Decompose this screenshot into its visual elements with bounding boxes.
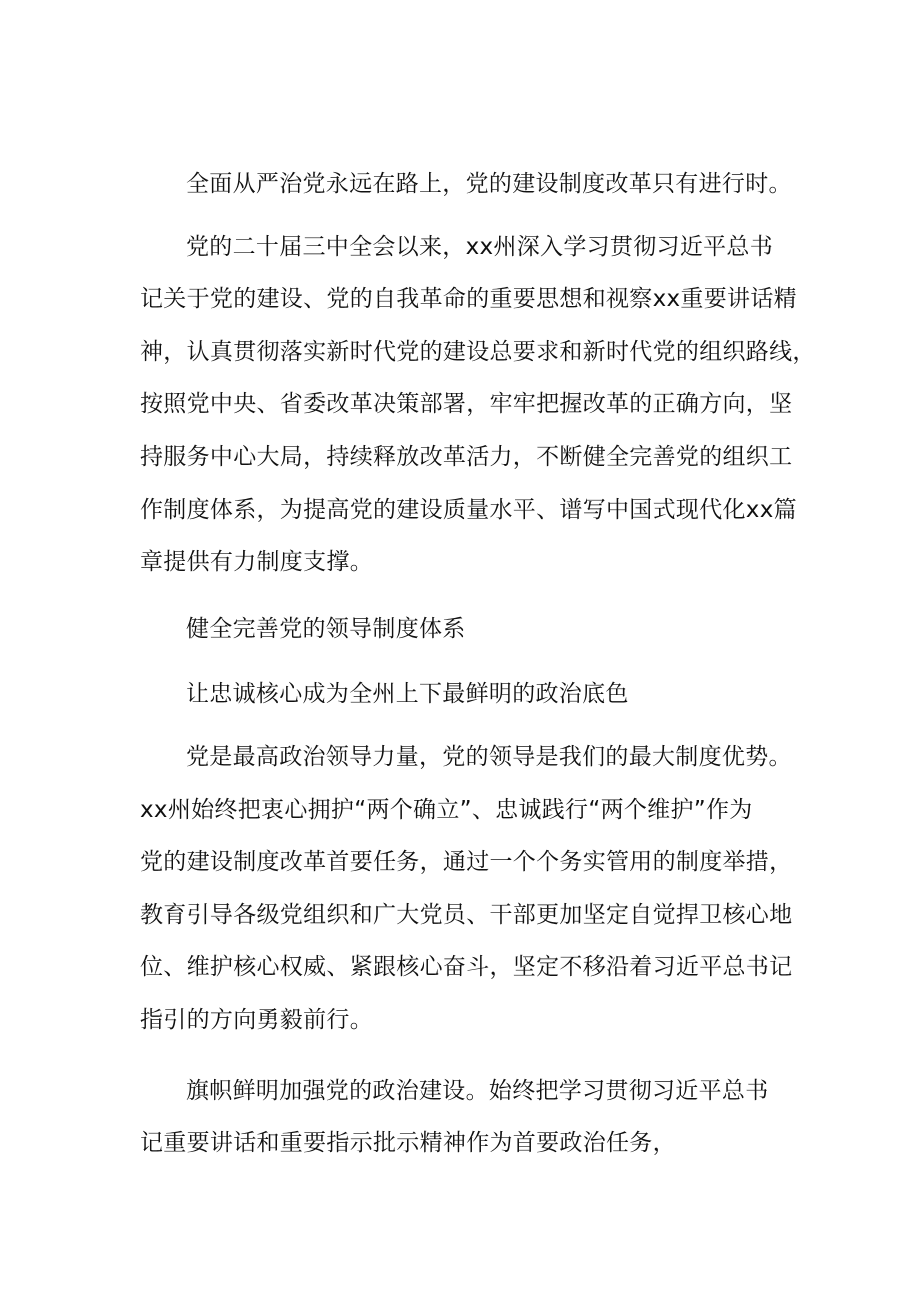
- text-line: 神，认真贯彻落实新时代党的建设总要求和新时代党的组织路线，: [140, 338, 816, 365]
- text-line: 指引的方向勇毅前行。: [140, 1006, 373, 1033]
- text-line: 作制度体系，为提高党的建设质量水平、谱写中国式现代化xx篇: [140, 496, 797, 523]
- section-subheading: [140, 668, 790, 721]
- section-heading: [140, 603, 790, 656]
- text-line: 按照党中央、省委改革决策部署，牢牢把握改革的正确方向，坚: [140, 391, 793, 418]
- text-line: 旗帜鲜明加强党的政治建设。始终把学习贯彻习近平总书: [186, 1077, 769, 1104]
- text-line: 章提供有力制度支撑。: [140, 549, 373, 576]
- text-line: 记重要讲话和重要指示批示精神作为首要政治任务，: [140, 1130, 676, 1157]
- text-line: 持服务中心大局，持续释放改革活力，不断健全完善党的组织工: [140, 443, 793, 470]
- heading-text: 健全完善党的领导制度体系: [186, 615, 466, 642]
- text-line: 记关于党的建设、党的自我革命的重要思想和视察xx重要讲话精: [140, 286, 797, 313]
- paragraph-overview: [140, 221, 816, 589]
- text-line: 党的建设制度改革首要任务，通过一个个务实管用的制度举措，: [140, 849, 793, 876]
- paragraph-political-building: [140, 1065, 790, 1170]
- text-line: 全面从严治党永远在路上，党的建设制度改革只有进行时。: [186, 171, 792, 197]
- paragraph-intro: [140, 158, 790, 211]
- text-line: xx州始终把衷心拥护“两个确立”、忠诚践行“两个维护”作为: [140, 796, 753, 823]
- document-body: [140, 158, 816, 1170]
- subheading-text: 让忠诚核心成为全州上下最鲜明的政治底色: [186, 681, 629, 708]
- text-line: 教育引导各级党组织和广大党员、干部更加坚定自觉捍卫核心地: [140, 901, 793, 928]
- paragraph-leadership: [140, 731, 793, 1047]
- text-line: 位、维护核心权威、紧跟核心奋斗，坚定不移沿着习近平总书记: [140, 954, 793, 981]
- text-line: 党的二十届三中全会以来，xx州深入学习贯彻习近平总书: [186, 233, 774, 260]
- text-line: 党是最高政治领导力量，党的领导是我们的最大制度优势。: [186, 743, 792, 770]
